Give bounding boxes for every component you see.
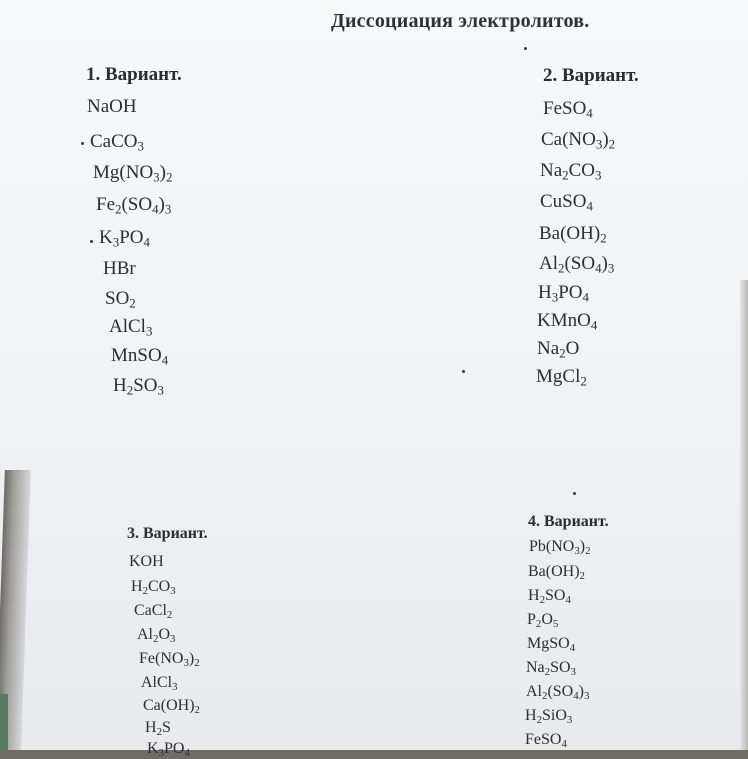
variant-3-title: 3. Вариант. [127, 525, 208, 542]
page-title: Диссоциация электролитов. [331, 10, 590, 32]
variant-2-formula-6: $Al_2(SO_4)_3$ [539, 253, 615, 276]
ink-dot [90, 240, 93, 243]
variant-4-title: 4. Вариант. [528, 513, 609, 530]
variant-1-formula-6: HBr [103, 258, 136, 279]
variant-1-formula-8: AlCl$_3$ [109, 316, 153, 339]
variant-2-formula-7: $H_3PO_4$ [538, 282, 589, 305]
variant-3-formula-8: $H_2S$ [145, 719, 171, 739]
variant-2-formula-3: $Na_2CO_3$ [540, 160, 602, 183]
variant-3-formula-4: $Al_2O_3$ [137, 626, 176, 646]
variant-1-formula-7: $SO_2$ [105, 288, 136, 311]
variant-4-formula-6: $Na_2SO_3$ [526, 659, 576, 679]
ink-dot [573, 492, 576, 495]
variant-4-formula-5: MgSO$_4$ [527, 635, 576, 655]
variant-3-formula-2: $H_2CO_3$ [131, 578, 176, 598]
variant-1-formula-10: $H_2SO_3$ [113, 375, 164, 398]
variant-4-formula-8: $H_2SiO_3$ [525, 707, 573, 727]
variant-4-formula-4: $P_2O_5$ [527, 611, 559, 631]
variant-2-formula-5: $Ba(OH)_2$ [539, 223, 607, 246]
variant-4-formula-1: $Pb(NO_3)_2$ [529, 538, 591, 558]
variant-4-formula-7: $Al_2(SO_4)_3$ [526, 683, 590, 703]
variant-4-formula-2: $Ba(OH)_2$ [528, 563, 585, 583]
ink-dot [524, 47, 527, 50]
variant-4-formula-9: FeSO$_4$ [525, 731, 567, 751]
variant-1-title: 1. Вариант. [86, 64, 182, 85]
variant-4-formula-3: $H_2SO_4$ [528, 587, 571, 607]
variant-2-formula-10: MgCl$_2$ [536, 366, 587, 389]
variant-2-formula-2: $Ca(NO_3)_2$ [541, 129, 616, 152]
ink-dot [81, 142, 84, 145]
variant-1-formula-3: $Mg(NO_3)_2$ [93, 162, 173, 185]
variant-2-formula-4: CuSO$_4$ [540, 191, 593, 214]
variant-3-formula-6: AlCl$_3$ [141, 674, 178, 694]
variant-2-formula-1: FeSO$_4$ [543, 98, 593, 121]
ink-dot [462, 370, 465, 373]
variant-2-title: 2. Вариант. [543, 65, 639, 86]
variant-1-formula-1: NaOH [87, 96, 137, 117]
variant-2-formula-9: $Na_2O$ [537, 338, 580, 361]
background-table-edge [0, 694, 8, 750]
variant-1-formula-9: MnSO$_4$ [111, 345, 169, 368]
page-edge-shadow [740, 280, 748, 750]
variant-3-formula-5: $Fe(NO_3)_2$ [139, 650, 200, 670]
variant-3-formula-9: $K_3PO_4$ [147, 740, 190, 759]
variant-3-formula-1: KOH [129, 553, 164, 570]
variant-1-formula-2: CaCO$_3$ [90, 131, 144, 154]
variant-3-formula-7: $Ca(OH)_2$ [143, 697, 200, 717]
variant-3-formula-3: CaCl$_2$ [134, 602, 173, 622]
variant-1-formula-5: $K_3PO_4$ [99, 227, 150, 250]
variant-2-formula-8: KMnO$_4$ [537, 310, 598, 333]
variant-1-formula-4: $Fe_2(SO_4)_3$ [96, 194, 172, 217]
